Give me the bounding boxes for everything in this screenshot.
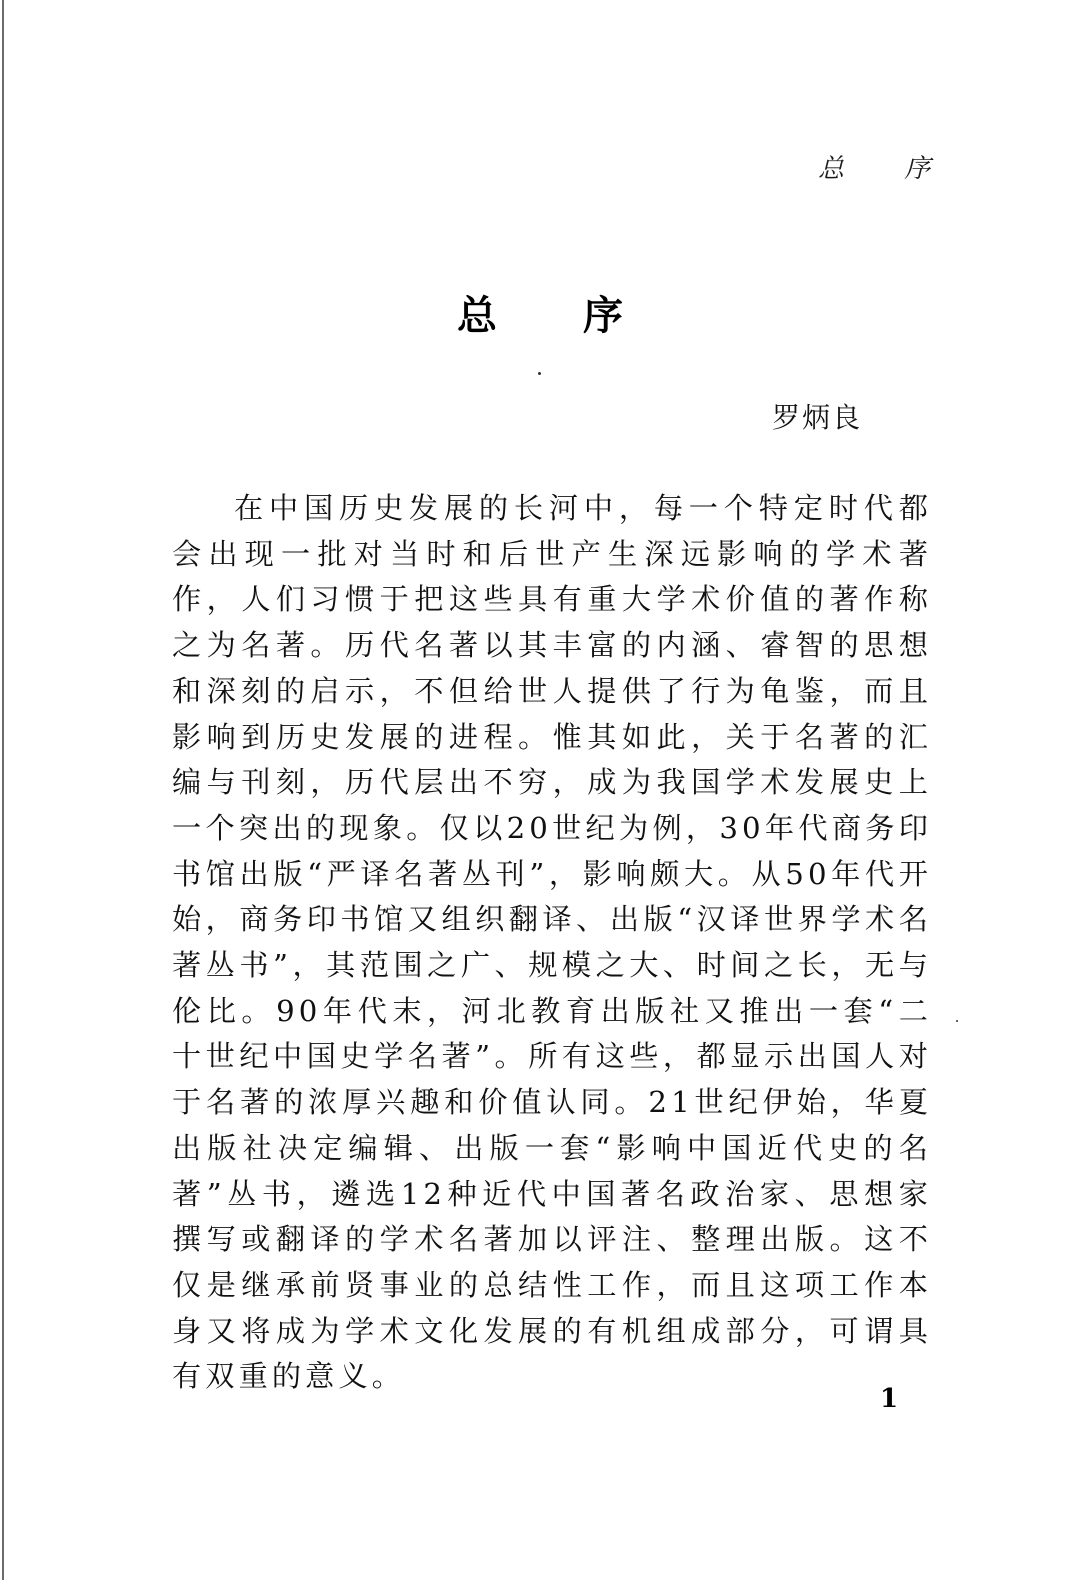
body-paragraph: 在中国历史发展的长河中，每一个特定时代都会出现一批对当时和后世产生深远影响的学术著作，人们习惯于把这些具有重大学术价值的著作称之为名著。历代名著以其丰富的内涵、睿智的思想和深刻的启示，不但给世人提供了行为龟鉴，而且影响到历史发展的进程。惟其如此，关于名著的汇编与刊刻，历代层出不穷，成为我国学术发展史上一个突出的现象。仅以20世纪为例，30年代商务印书馆出版“严译名著丛刊”，影响颇大。从50年代开始，商务印书馆又组织翻译、出版“汉译世界学术名著丛书”，其范围之广、规模之大、时间之长，无与伦比。90年代末，河北教育出版社又推出一套“二十世纪中国史学名著”。所有这些，都显示出国人对于名著的浓厚兴趣和价值认同。21世纪伊始，华夏出版社决定编辑、出版一套“影响中国近代史的名著”丛书，遴选12种近代中国著名政治家、思想家撰写或翻译的学术名著加以评注、整理出版。这不仅是继承前贤事业的总结性工作，而且这项工作本身又将成为学术文化发展的有机组成部分，可谓具有双重的意义。 (172, 491, 932, 1394)
running-head: 总 序 (818, 154, 957, 184)
print-speck (956, 1020, 958, 1022)
page-edge-line (2, 0, 4, 1580)
page-title: 总序 (457, 292, 709, 339)
print-speck (538, 372, 541, 375)
page-number: 1 (880, 1384, 899, 1414)
author-name: 罗炳良 (772, 401, 863, 434)
